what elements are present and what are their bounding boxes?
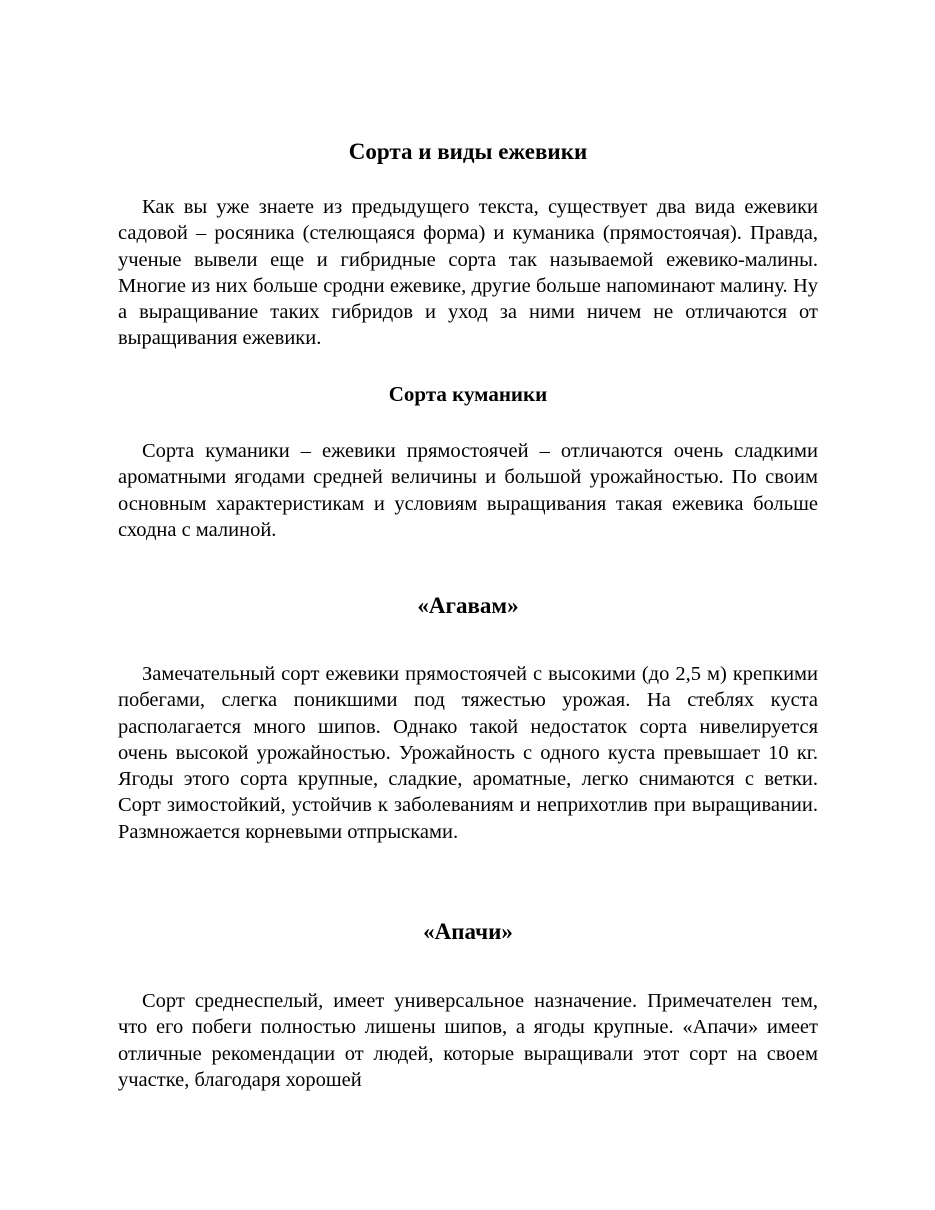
variety-heading-apachi: «Апачи» [423, 919, 513, 944]
apachi-paragraph: Сорт среднеспелый, имеет универсальное назначение. Примечателен тем, что его побеги полностью лишены шипов, а ягоды крупные. «Апачи» имеет отличные рекомендации от людей, которые выращивали этот сорт на своем участке, благодаря хорошей [118, 990, 818, 1091]
kumanika-paragraph: Сорта куманики – ежевики прямостоячей – отличаются очень сладкими ароматными ягодами средней величины и большой урожайностью. По своим основным характеристикам и условиям выращивания такая ежевика больше сходна с малиной. [118, 440, 818, 541]
agavam-paragraph: Замечательный сорт ежевики прямостоячей с высокими (до 2,5 м) крепкими побегами, слегка поникшими под тяжестью урожая. На стеблях куста располагается много шипов. Однако такой недостаток сорта нивелируется очень высокой урожайностью. Урожайность с одного куста превышает 10 кг. Ягоды этого сорта крупные, сладкие, ароматные, легко снимаются с ветки. Сорт зимостойкий, устойчив к заболеваниям и неприхотлив при выращивании. Размножается корневыми отпрысками. [118, 663, 818, 843]
section-heading-kumanika: Сорта куманики [388, 382, 548, 406]
variety-heading-agavam: «Агавам» [417, 593, 519, 618]
page-title: Сорта и виды ежевики [348, 139, 588, 164]
intro-paragraph: Как вы уже знаете из предыдущего текста, существует два вида ежевики садовой – росяника (стелющаяся форма) и куманика (прямостоячая). Правда, ученые вывели еще и гибридные сорта так называемой ежевико-малины. Многие из них больше сродни ежевике, другие больше напоминают малину. Ну а выращивание таких гибридов и уход за ними ничем не отличаются от выращивания ежевики. [118, 196, 818, 350]
